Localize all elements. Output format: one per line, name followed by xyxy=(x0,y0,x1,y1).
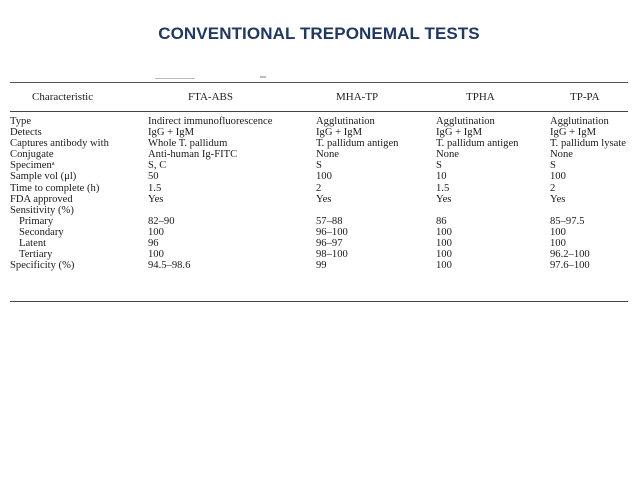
table-cell: IgG + IgM xyxy=(316,127,362,139)
table-row xyxy=(10,249,628,260)
table-row xyxy=(10,160,628,171)
table-row xyxy=(10,227,628,238)
table-cell: 50 xyxy=(148,171,159,183)
row-label: Tertiary xyxy=(19,249,53,261)
row-label: Time to complete (h) xyxy=(10,182,100,194)
table-cell: 100 xyxy=(316,171,332,183)
row-label: Captures antibody with xyxy=(10,138,109,150)
row-label: Type xyxy=(10,116,32,127)
table-cell: 98–100 xyxy=(316,249,348,261)
table-cell: 100 xyxy=(148,249,164,261)
row-label: Specimenᵃ xyxy=(10,160,55,172)
table-cell: 10 xyxy=(436,171,447,183)
table-cell: IgG + IgM xyxy=(550,127,596,139)
table-cell xyxy=(550,205,628,216)
table-cell xyxy=(436,205,550,216)
table-row xyxy=(10,171,628,182)
table-cell: T. pallidum lysate xyxy=(550,138,627,150)
table-cell: 82–90 xyxy=(148,215,175,227)
row-label: Conjugate xyxy=(10,149,54,161)
table-cell: 100 xyxy=(436,260,452,272)
table-cell: Agglutination xyxy=(316,116,375,127)
table-cell: None xyxy=(436,149,459,161)
table-row xyxy=(10,216,628,227)
row-label: Primary xyxy=(19,215,54,227)
table-cell: IgG + IgM xyxy=(148,127,194,139)
table-cell: S, C xyxy=(148,160,167,172)
table-cell: 100 xyxy=(436,238,452,250)
column-header: FTA-ABS xyxy=(188,91,233,103)
table-cell: 99 xyxy=(316,260,327,272)
table-cell: Whole T. pallidum xyxy=(148,138,228,150)
table-cell: 100 xyxy=(550,238,566,250)
row-label: Sensitivity (%) xyxy=(10,204,74,216)
scan-artifact xyxy=(155,78,195,79)
table-cell: 96.2–100 xyxy=(550,249,590,261)
row-label: Detects xyxy=(10,127,42,139)
table-cell: 97.6–100 xyxy=(550,260,590,272)
table-header-row xyxy=(10,82,628,112)
table-row xyxy=(10,194,628,205)
table-cell: 2 xyxy=(316,182,322,194)
table-cell: T. pallidum antigen xyxy=(316,138,399,150)
table-row xyxy=(10,260,628,271)
table-cell: S xyxy=(316,160,322,172)
table-cell: Indirect immunofluorescence xyxy=(148,116,273,127)
row-label: Sample vol (μl) xyxy=(10,171,77,183)
column-header: TPHA xyxy=(466,91,495,103)
table-cell xyxy=(316,205,436,216)
table-cell: IgG + IgM xyxy=(436,127,482,139)
table-cell: Agglutination xyxy=(550,116,609,127)
table-row xyxy=(10,238,628,249)
table-cell: Yes xyxy=(436,193,452,205)
row-label: Latent xyxy=(19,238,47,250)
table-row xyxy=(10,205,628,216)
table-cell: Yes xyxy=(316,193,332,205)
table-cell: 86 xyxy=(436,215,447,227)
table-bottom-rule xyxy=(10,301,628,302)
row-label: Secondary xyxy=(19,226,64,238)
column-header: Characteristic xyxy=(32,91,94,103)
column-header: MHA-TP xyxy=(336,91,379,103)
table-cell: Anti-human Ig-FITC xyxy=(148,149,238,161)
treponemal-tests-table xyxy=(10,82,628,271)
table-cell: 96 xyxy=(148,238,159,250)
table-cell: Yes xyxy=(550,193,566,205)
table-cell: 57–88 xyxy=(316,215,343,227)
table-cell: 100 xyxy=(550,226,566,238)
table-cell: 100 xyxy=(436,249,452,261)
table-cell: None xyxy=(316,149,339,161)
slide-title: CONVENTIONAL TREPONEMAL TESTS xyxy=(158,24,480,43)
row-label: Specificity (%) xyxy=(10,260,75,272)
table-row xyxy=(10,127,628,138)
table-row xyxy=(10,149,628,160)
scan-artifact xyxy=(260,76,266,78)
table-row xyxy=(10,138,628,149)
table-cell: 85–97.5 xyxy=(550,215,585,227)
table-cell: 100 xyxy=(148,226,164,238)
table-row xyxy=(10,112,628,127)
table-cell: T. pallidum antigen xyxy=(436,138,519,150)
row-label: FDA approved xyxy=(10,193,73,205)
table-cell xyxy=(148,205,316,216)
table-cell: 100 xyxy=(436,226,452,238)
table-cell: 1.5 xyxy=(436,182,450,194)
table-cell: 96–97 xyxy=(316,238,343,250)
table-cell: 96–100 xyxy=(316,226,348,238)
table-cell: 1.5 xyxy=(148,182,162,194)
column-header: TP-PA xyxy=(570,91,600,103)
table-cell: S xyxy=(550,160,556,172)
table-row xyxy=(10,183,628,194)
table-cell: S xyxy=(436,160,442,172)
table-cell: Yes xyxy=(148,193,164,205)
table-cell: 2 xyxy=(550,182,556,194)
table-cell: 100 xyxy=(550,171,566,183)
table-cell: Agglutination xyxy=(436,116,495,127)
table-cell: None xyxy=(550,149,573,161)
table-cell: 94.5–98.6 xyxy=(148,260,191,272)
